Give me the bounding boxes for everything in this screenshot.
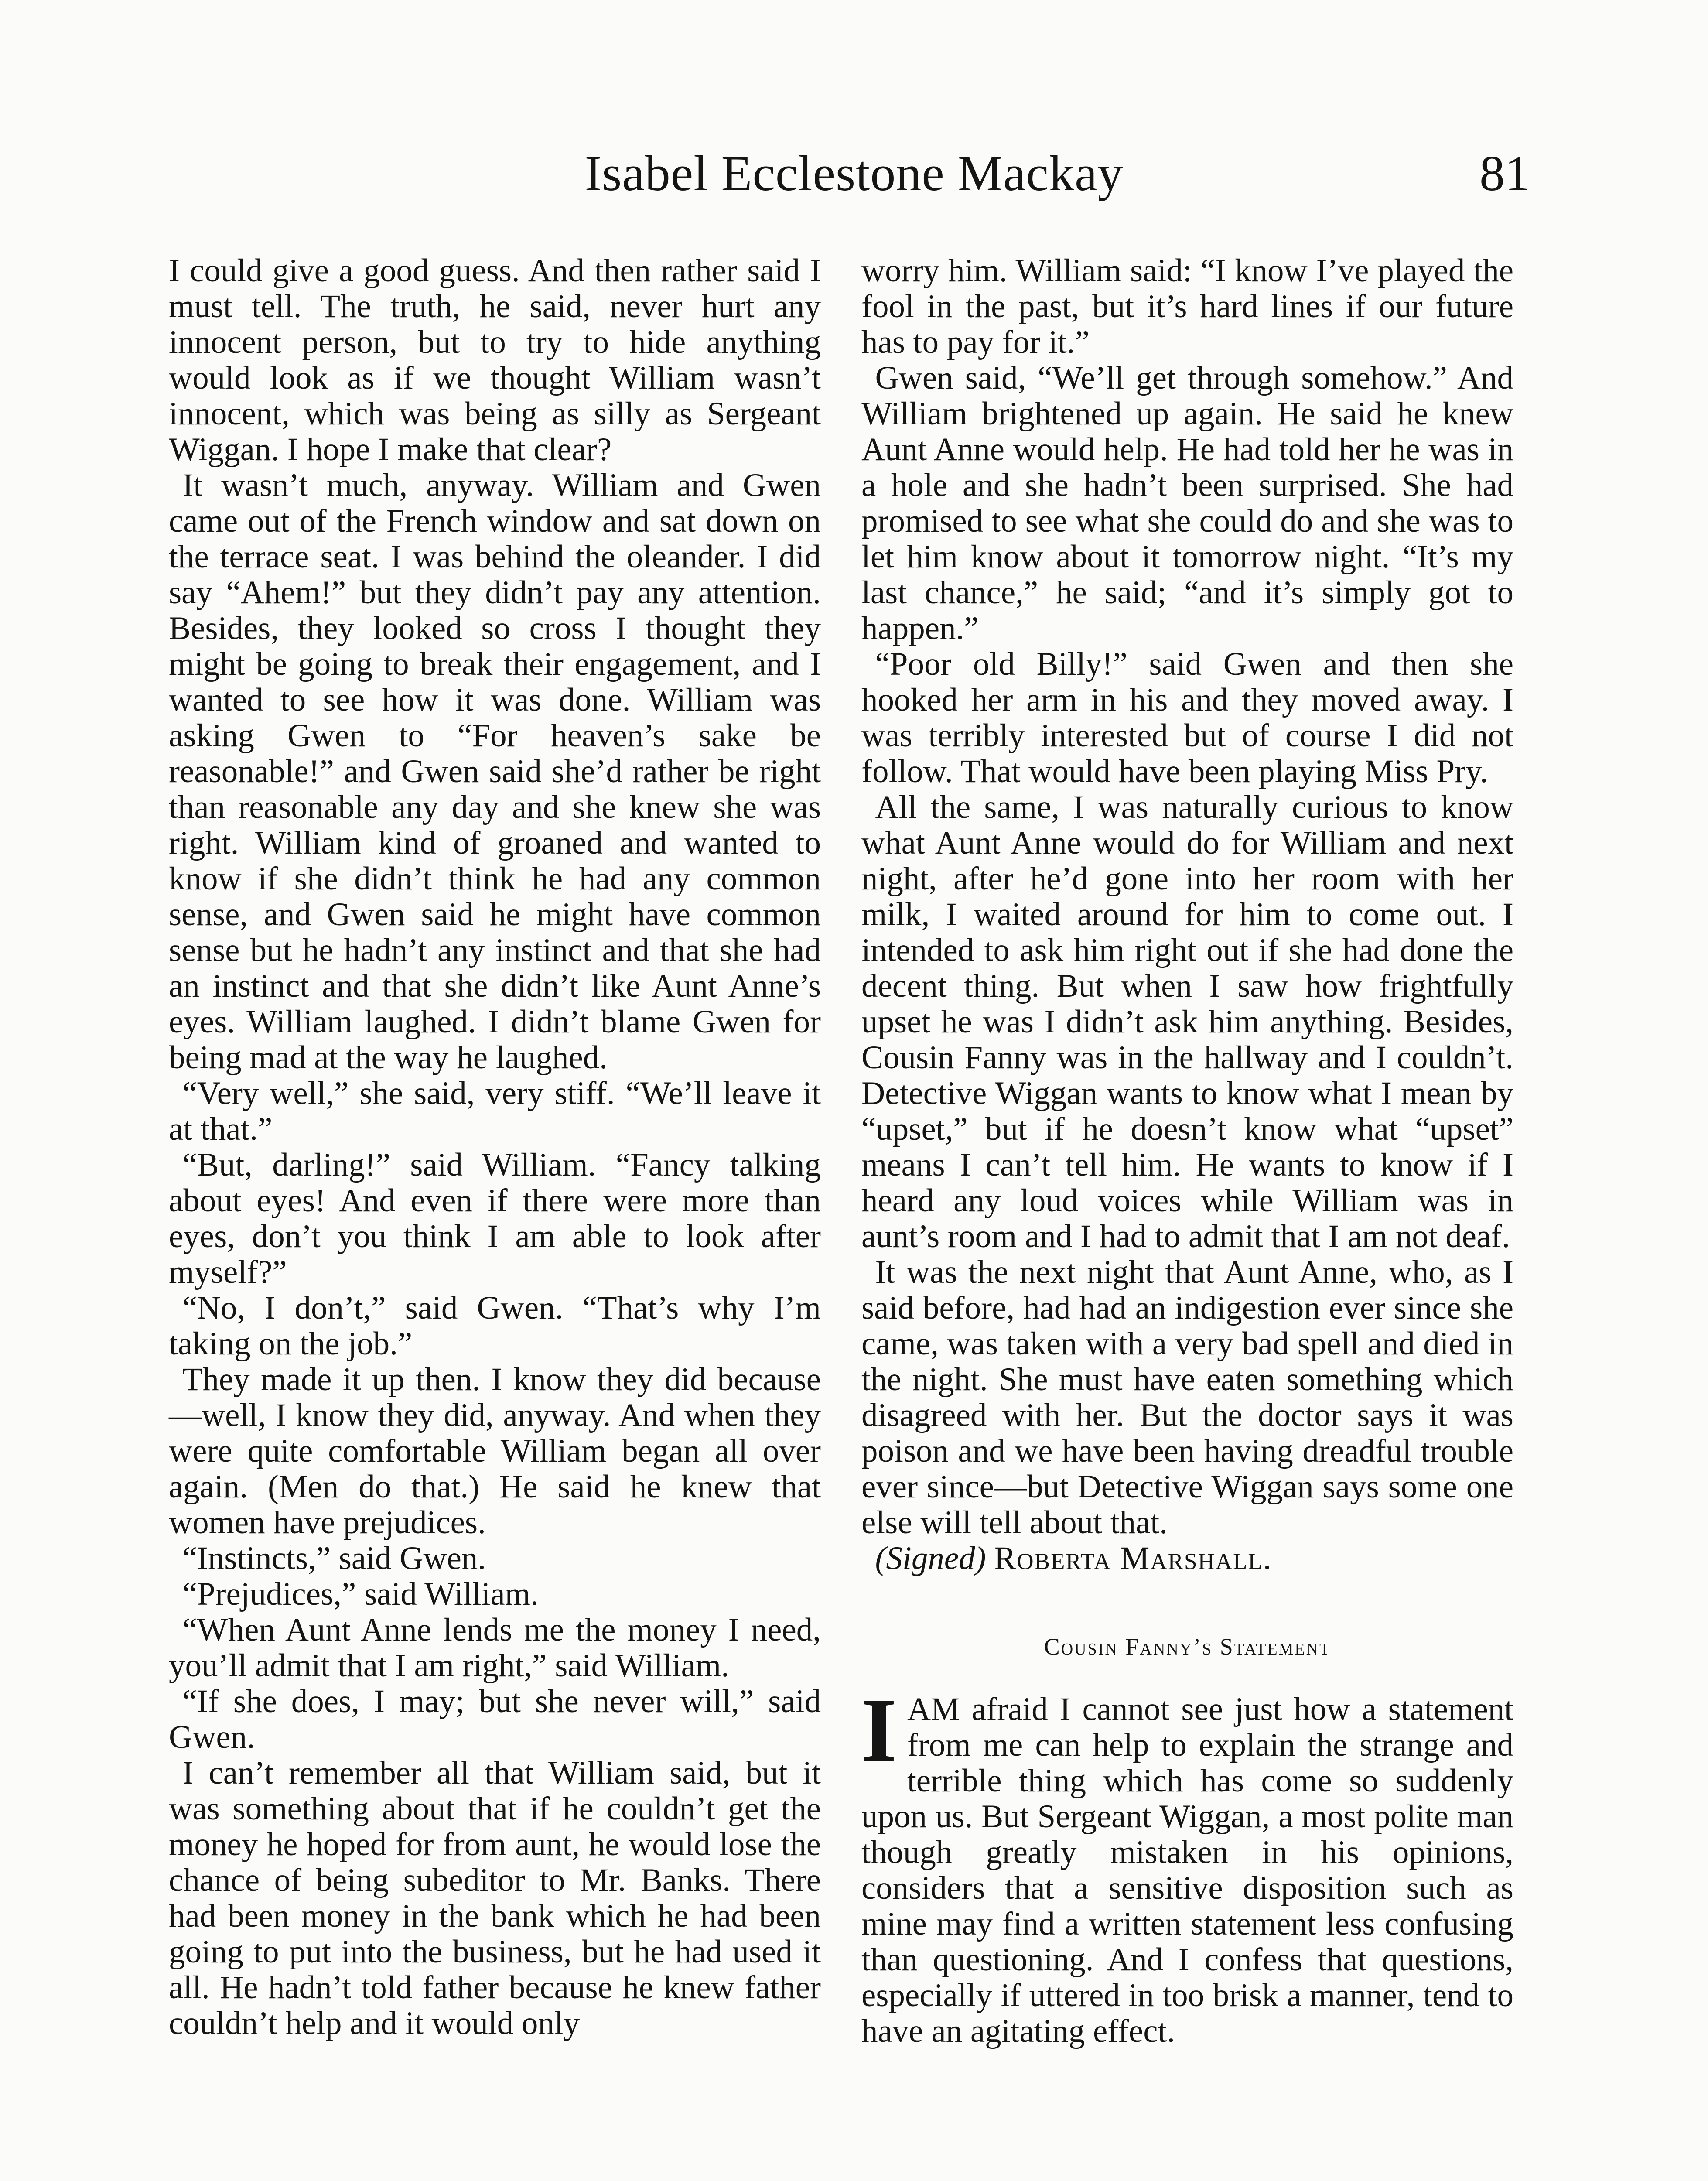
paragraph: “No, I don’t,” said Gwen. “That’s why I’m taking on the job.”	[169, 1290, 821, 1362]
paragraph: I could give a good guess. And then rather said I must tell. The truth, he said, never hurt any innocent person, but to try to hide anything would look as if we thought William wasn’t innocent, which was being as silly as Sergeant Wiggan. I hope I make that clear?	[169, 253, 821, 468]
paragraph: It wasn’t much, anyway. William and Gwen came out of the French window and sat down on the terrace seat. I was behind the oleander. I did say “Ahem!” but they didn’t pay any attention. Besides, they looked so cross I thought they might be going to break their engagement, and I wanted to see how it was done. William was asking Gwen to “For heaven’s sake be reasonable!” and Gwen said she’d rather be right than reasonable any day and she knew she was right. William kind of groaned and wanted to know if she didn’t think he had any common sense, and Gwen said he might have common sense but he hadn’t any instinct and that she had an instinct and that she didn’t like Aunt Anne’s eyes. William laughed. I didn’t blame Gwen for being mad at the way he laughed.	[169, 467, 821, 1076]
drop-cap: I	[861, 1680, 897, 1780]
paragraph: All the same, I was naturally curious to know what Aunt Anne would do for William and next night, after he’d gone into her room with her milk, I waited around for him to come out. I intended to ask him right out if she had done the decent thing. But when I saw how frightfully upset he was I didn’t ask him anything. Besides, Cousin Fanny was in the hallway and I couldn’t. Detective Wiggan wants to know what I mean by “upset,” but if he doesn’t know what “upset” means I can’t tell him. He wants to know if I heard any loud voices while William was in aunt’s room and I had to admit that I am not deaf.	[861, 789, 1513, 1255]
paragraph: I can’t remember all that William said, but it was something about that if he couldn’t get the money he hoped for from aunt, he would lose the chance of being subeditor to Mr. Banks. There had been money in the bank which he had been going to put into the business, but he had used it all. He hadn’t told father because he knew father couldn’t help and it would only	[169, 1755, 821, 2041]
paragraph: “Very well,” she said, very stiff. “We’ll leave it at that.”	[169, 1075, 821, 1147]
running-header-author: Isabel Ecclestone Mackay	[584, 146, 1124, 202]
paragraph: “Instincts,” said Gwen.	[182, 1540, 486, 1576]
paragraph: “But, darling!” said William. “Fancy talking about eyes! And even if there were more than eyes, don’t you think I am able to look after myself?”	[169, 1147, 821, 1290]
left-column	[169, 253, 821, 2041]
paragraph: “Prejudices,” said William.	[182, 1576, 539, 1612]
right-column	[861, 253, 1513, 2049]
paragraph: It was the next night that Aunt Anne, who, as I said before, had had an indigestion ever since she came, was taken with a very bad spell and died in the night. She must have eaten something which disagreed with her. But the doctor says it was poison and we have been having dreadful trouble ever since—but Detective Wiggan says some one else will tell about that.	[861, 1254, 1513, 1541]
signature	[861, 1541, 1513, 1576]
statement-text: AM afraid I cannot see just how a statement from me can help to explain the strange and terrible thing which has come so suddenly upon us. But Sergeant Wiggan, a most polite man though greatly mistaken in his opinions, considers that a sensitive disposition such as mine may find a written statement less confusing than questioning. And I confess that questions, especially if uttered in too brisk a manner, tend to have an agitating effect.	[861, 1691, 1513, 2049]
signature-name: Roberta Marshall.	[994, 1540, 1272, 1576]
section-title: Cousin Fanny’s Statement	[1044, 1634, 1331, 1660]
signature-prefix: (Signed)	[875, 1540, 986, 1576]
page-number: 81	[1479, 146, 1530, 202]
paragraph: “If she does, I may; but she never will,” said Gwen.	[169, 1683, 821, 1755]
paragraph: “When Aunt Anne lends me the money I need, you’ll admit that I am right,” said William.	[169, 1612, 821, 1684]
statement-paragraph	[861, 1680, 1513, 2049]
paragraph: “Poor old Billy!” said Gwen and then she hooked her arm in his and they moved away. I was terribly interested but of course I did not follow. That would have been playing Miss Pry.	[861, 646, 1513, 790]
paragraph: They made it up then. I know they did because—well, I know they did, anyway. And when they were quite comfortable William began all over again. (Men do that.) He said he knew that women have prejudices.	[169, 1361, 821, 1541]
paragraph: Gwen said, “We’ll get through somehow.” And William brightened up again. He said he knew Aunt Anne would help. He had told her he was in a hole and she hadn’t been surprised. She had promised to see what she could do and she was to let him know about it tomorrow night. “It’s my last chance,” he said; “and it’s simply got to happen.”	[861, 360, 1513, 646]
paragraph: worry him. William said: “I know I’ve played the fool in the past, but it’s hard lines if our future has to pay for it.”	[861, 253, 1513, 360]
